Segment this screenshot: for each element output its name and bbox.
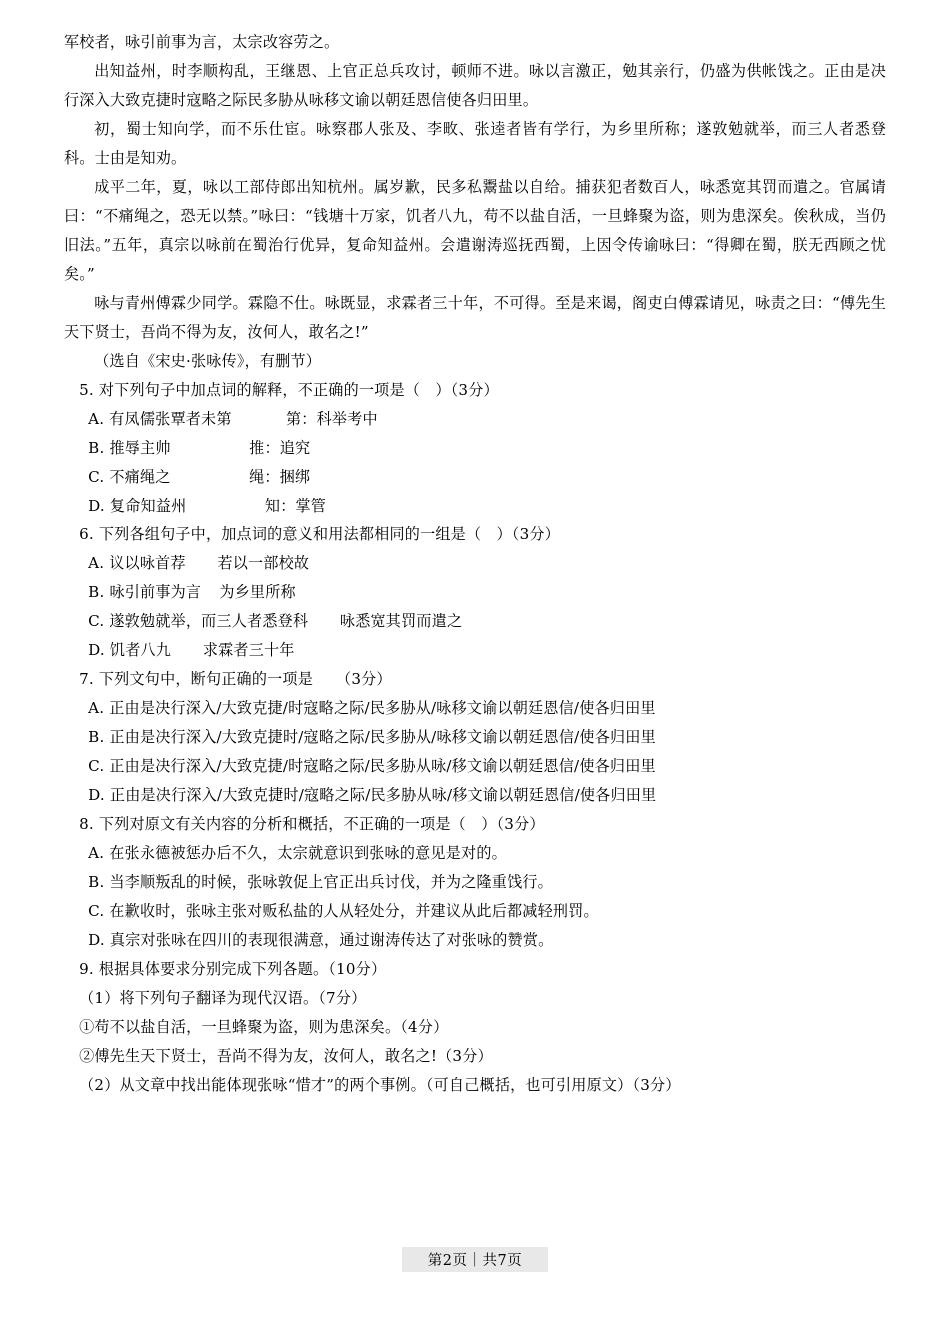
option-text: 正由是决行深入/大致克捷时/寇略之际/民多胁从/咏移文谕以朝廷恩信/使各归田里 <box>109 728 656 747</box>
option-gloss: 为乡里所称 <box>219 583 296 602</box>
paragraph: 成平二年，夏，咏以工部侍郎出知杭州。属岁歉，民多私鬻盐以自给。捕获犯者数百人，咏悉宽其罚而遣之。官属请曰：“不痛绳之，恐无以禁。”咏曰：“钱塘十万家，饥者八九，苟不以盐自活，一旦蜂聚为盗，则为患深矣。俟秋成，当仍旧法。”五年，真宗以咏前在蜀治行优异，复命知益州。会遣谢涛巡抚西蜀，上因令传谕咏曰：“得卿在蜀，朕无西顾之忧矣。” <box>64 177 886 283</box>
option-label: A. <box>88 699 105 718</box>
option-gloss: 若以一部校故 <box>217 554 310 573</box>
source-attribution: （选自《宋史·张咏传》，有删节） <box>94 351 322 370</box>
option-gloss: 第：科举考中 <box>285 409 378 428</box>
option-5-c <box>64 463 886 492</box>
option-label: B. <box>88 728 105 747</box>
option-text: 正由是决行深入/大致克捷/时寇略之际/民多胁从/咏移文谕以朝廷恩信/使各归田里 <box>109 699 656 718</box>
option-label: C. <box>88 757 105 776</box>
option-text: 正由是决行深入/大致克捷/时寇略之际/民多胁从咏/移文谕以朝廷恩信/使各归田里 <box>109 757 656 776</box>
page-footer <box>0 1247 950 1272</box>
option-text: 饥者八九 <box>109 641 172 660</box>
option-8-a <box>64 839 886 868</box>
option-text: 推辱主帅 <box>109 438 171 457</box>
option-label: C. <box>88 467 105 486</box>
question-stem-5: 5. 对下列句子中加点词的解释，不正确的一项是（ ）（3分） <box>79 380 499 399</box>
option-gloss: 求霖者三十年 <box>202 641 295 660</box>
option-text: 当李顺叛乱的时候，张咏敦促上官正出兵讨伐，并为之隆重饯行。 <box>109 873 553 892</box>
option-6-a <box>64 549 886 578</box>
option-5-d <box>64 492 886 521</box>
option-6-c <box>64 607 886 636</box>
option-text: 不痛绳之 <box>109 467 171 486</box>
option-7-c <box>64 752 886 781</box>
question-stem-9: 9. 根据具体要求分别完成下列各题。（10分） <box>79 960 387 978</box>
option-gloss: 知：掌管 <box>264 496 327 515</box>
option-label: B. <box>88 583 105 602</box>
option-5-b <box>64 434 886 463</box>
question-9-sub-1-item-1: ①苟不以盐自活，一旦蜂聚为盗，则为患深矣。（4分） <box>79 1017 449 1036</box>
option-label: D. <box>88 496 105 515</box>
paragraph: 出知益州，时李顺构乱，王继恩、上官正总兵攻讨，顿师不进。咏以言激正，勉其亲行，仍盛为供帐饯之。正由是决行深入大致克捷时寇略之际民多胁从咏移文谕以朝廷恩信使各归田里。 <box>64 61 886 109</box>
option-label: A. <box>88 554 105 573</box>
option-label: C. <box>88 612 105 631</box>
option-label: B. <box>88 438 105 457</box>
option-text: 遂敦勉就举，而三人者悉登科 <box>109 612 309 631</box>
paragraph: 军校者，咏引前事为言，太宗改容劳之。 <box>64 33 340 51</box>
paragraph: 初，蜀士知向学，而不乐仕宦。咏察郡人张及、李畋、张逵者皆有学行，为乡里所称；遂敦勉就举，而三人者悉登科。士由是知劝。 <box>64 119 886 167</box>
option-7-d <box>64 781 886 810</box>
option-text: 复命知益州 <box>109 496 187 515</box>
option-6-b <box>64 578 886 607</box>
question-stem-6: 6. 下列各组句子中，加点词的意义和用法都相同的一组是（ ）（3分） <box>79 525 560 544</box>
page-number: 第2页｜共7页 <box>402 1247 548 1272</box>
option-text: 正由是决行深入/大致克捷时/寇略之际/民多胁从咏/移文谕以朝廷恩信/使各归田里 <box>109 786 657 805</box>
option-label: D. <box>88 786 105 805</box>
option-text: 真宗对张咏在四川的表现很满意，通过谢涛传达了对张咏的赞赏。 <box>109 931 554 950</box>
question-9-sub-1-item-2: ②傅先生天下贤士，吾尚不得为友，汝何人，敢名之!（3分） <box>79 1046 493 1065</box>
question-9-sub-1: （1）将下列句子翻译为现代汉语。（7分） <box>79 988 367 1007</box>
option-label: A. <box>88 844 105 863</box>
option-label: B. <box>88 873 105 892</box>
option-label: D. <box>88 641 105 660</box>
option-8-b <box>64 868 886 897</box>
option-gloss: 绳：捆绑 <box>249 467 311 486</box>
option-label: A. <box>88 409 105 428</box>
document-body <box>64 28 886 1100</box>
question-stem-7: 7. 下列文句中，断句正确的一项是 （3分） <box>79 670 392 689</box>
option-6-d <box>64 636 886 665</box>
option-8-c <box>64 897 886 926</box>
paragraph: 咏与青州傅霖少同学。霖隐不仕。咏既显，求霖者三十年，不可得。至是来谒，阁吏白傅霖请见，咏责之曰：“傅先生天下贤士，吾尚不得为友，汝何人，敢名之!” <box>64 293 886 341</box>
option-text: 有凤儒张覃者未第 <box>109 409 232 428</box>
option-5-a <box>64 405 886 434</box>
option-text: 在歉收时，张咏主张对贩私盐的人从轻处分，并建议从此后都减轻刑罚。 <box>109 902 599 921</box>
option-gloss: 咏悉宽其罚而遣之 <box>339 612 463 631</box>
option-label: C. <box>88 902 105 921</box>
option-text: 议以咏首荐 <box>109 554 186 573</box>
question-stem-8: 8. 下列对原文有关内容的分析和概括，不正确的一项是（ ）（3分） <box>79 815 545 834</box>
option-text: 在张永德被惩办后不久，太宗就意识到张咏的意见是对的。 <box>109 844 507 863</box>
option-7-a <box>64 694 886 723</box>
option-label: D. <box>88 931 105 950</box>
question-9-sub-2: （2）从文章中找出能体现张咏“惜才”的两个事例。（可自己概括，也可引用原文）（3分） <box>79 1075 681 1094</box>
option-8-d <box>64 926 886 955</box>
option-7-b <box>64 723 886 752</box>
option-text: 咏引前事为言 <box>109 583 202 602</box>
option-gloss: 推：追究 <box>249 438 311 457</box>
